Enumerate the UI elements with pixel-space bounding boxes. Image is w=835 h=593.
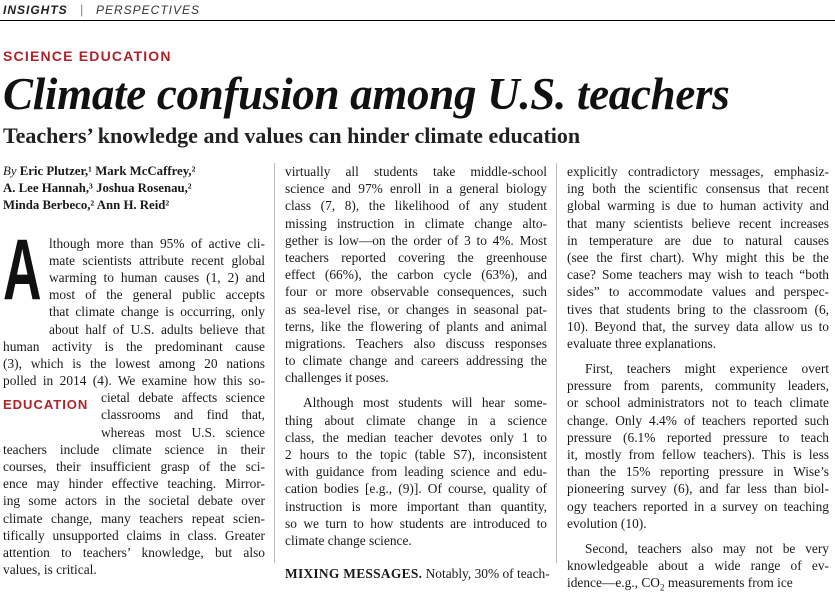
- text-line: polled in 2014 (4). We examine how this so-: [3, 373, 265, 389]
- text-line: science and 97% enroll in a general biology: [285, 181, 547, 197]
- sidebar-label: EDUCATION: [3, 397, 89, 412]
- text-line: ing some actors in the societal debate over: [3, 493, 265, 509]
- text-line: cietal debate affects science: [101, 390, 265, 406]
- text-line: explicitly contradictory messages, emphasiz-: [567, 164, 829, 179]
- byline: A. Lee Hannah,³ Joshua Rosenau,²: [3, 181, 192, 196]
- text-line: pioneering survey (6), and far less than biol-: [567, 481, 829, 497]
- column-divider-2: [556, 163, 557, 563]
- kicker: SCIENCE EDUCATION: [3, 48, 172, 64]
- text-line: knowledgeable about a wide range of ev-: [567, 558, 829, 574]
- text-line: Second, teachers also may not be very: [585, 540, 829, 556]
- text-line: First, teachers might experience overt: [585, 361, 829, 377]
- text-line: most of the general public accepts: [49, 287, 265, 303]
- text-line: whereas most U.S. science: [101, 424, 265, 440]
- byline: By Eric Plutzer,¹ Mark McCaffrey,²: [3, 164, 196, 178]
- text-line: to climate change and careers addressing the: [285, 353, 547, 369]
- text-line: (see the first chart). Why might this be the: [567, 249, 829, 265]
- text-line: class (7, 8), the likelihood of any student: [285, 198, 547, 214]
- text-line: tives that students bring to the classroom (6,: [567, 301, 829, 317]
- text-line: MIXING MESSAGES. Notably, 30% of teach-: [285, 566, 550, 582]
- text-line: (3), which is the lowest among 20 nations: [3, 355, 265, 371]
- text-line: it, mostly from fellow teachers). This is less: [567, 447, 829, 462]
- text-line: mate scientists attribute recent global: [49, 252, 265, 268]
- text-line: evolution (10).: [567, 515, 647, 531]
- text-line: challenges it poses.: [285, 370, 389, 386]
- text-line: than the 15% reporting pressure in Wise’s: [567, 464, 829, 480]
- article-column-2: [285, 163, 550, 582]
- text-line: warming to human causes (1, 2) and: [49, 269, 265, 285]
- text-line: ence may hinder effective teaching. Mirror-: [3, 476, 265, 492]
- text-line: climate change science.: [285, 532, 412, 548]
- text-line: human activity is the predominant cause: [3, 338, 265, 354]
- article-subtitle: Teachers’ knowledge and values can hinder climate education: [3, 123, 581, 148]
- text-line: ogy teachers reported in a survey on teaching: [567, 498, 829, 514]
- text-line: migrations. Teachers also discuss responses: [285, 335, 547, 351]
- text-line: teachers reported covering the greenhouse: [285, 249, 547, 265]
- text-line: missing instruction in climate change alto-: [285, 215, 547, 231]
- subsection-label: PERSPECTIVES: [96, 3, 201, 17]
- header-rule: [0, 20, 835, 21]
- text-line: so we turn to how students are introduced to: [285, 515, 547, 531]
- article-column-3: [567, 163, 829, 592]
- text-line: or school administrators not to teach climate: [567, 395, 829, 411]
- text-line: that many scientists believe recent increases: [567, 215, 829, 231]
- text-line: 2 hours to the topic (table S7), inconsistent: [285, 447, 547, 462]
- text-line: lthough more than 95% of active cli-: [49, 235, 265, 251]
- text-line: four or more observable consequences, such: [285, 284, 547, 300]
- text-line: evaluate three explanations.: [567, 335, 717, 351]
- text-line: cation bodies [e.g., (9)]. Of course, quality of: [285, 481, 547, 497]
- text-line: as sea-level rise, or changes in seasonal pat-: [285, 301, 547, 317]
- drop-cap: A: [3, 222, 42, 318]
- text-line: attention to teachers’ knowledge, but also: [3, 544, 265, 560]
- text-line: Although most students will hear some-: [303, 395, 547, 411]
- text-line: pressure from parents, community leaders,: [567, 378, 829, 394]
- text-line: about half of U.S. adults believe that: [49, 321, 265, 337]
- text-line: tifically unsupported claims in class. Greater: [3, 527, 265, 543]
- text-line: effect (66%), the carbon cycle (63%), and: [285, 267, 547, 283]
- text-line: gether is low—on the order of 3 to 4%. Most: [285, 232, 547, 248]
- text-line: sides” to accommodate values and perspec-: [567, 284, 829, 300]
- text-line: pressure (6.1% reported pressure to teach: [567, 429, 829, 445]
- section-heading: MIXING MESSAGES.: [285, 566, 423, 582]
- text-line: case? Some teachers may wish to teach “both: [567, 267, 829, 283]
- text-line: 10). Beyond that, the survey data allow us to: [567, 318, 829, 334]
- text-line: class, the median teacher devotes only 1 to: [285, 429, 547, 445]
- text-line: teachers include climate science in their: [3, 441, 265, 457]
- text-line: courses, their insufficient grasp of the sci-: [3, 459, 265, 474]
- text-line: in temperature are due to natural causes: [567, 232, 829, 248]
- byline: Minda Berbeco,² Ann H. Reid²: [3, 198, 170, 213]
- text-line: classrooms and find that,: [101, 407, 265, 423]
- text-line: instruction is more important than quantity,: [285, 498, 547, 514]
- text-line: thing about climate change in a science: [285, 412, 547, 428]
- section-label: INSIGHTS: [3, 3, 68, 17]
- text-line: that climate change is occurring, only: [49, 304, 265, 320]
- text-line: change. Only 4.4% of teachers reported such: [567, 412, 829, 428]
- text-line: virtually all students take middle-school: [285, 164, 547, 179]
- text-line: climate change, many teachers repeat scien-: [3, 510, 265, 526]
- text-line: with guidance from leading science and edu-: [285, 464, 547, 480]
- journal-header: [0, 0, 835, 20]
- header-separator: |: [80, 2, 84, 17]
- text-line: global warming is due to human activity and: [567, 198, 829, 214]
- text-line: idence—e.g., $CO_2$ measurements from ice: [567, 575, 793, 593]
- article-title: Climate confusion among U.S. teachers: [3, 69, 730, 119]
- text-line: ing both the scientific consensus that recent: [567, 181, 829, 197]
- text-line: terns, like the flowering of plants and animal: [285, 318, 547, 334]
- column-divider-1: [274, 163, 275, 563]
- text-line: values, is critical.: [3, 562, 97, 578]
- article-column-1: [3, 163, 265, 578]
